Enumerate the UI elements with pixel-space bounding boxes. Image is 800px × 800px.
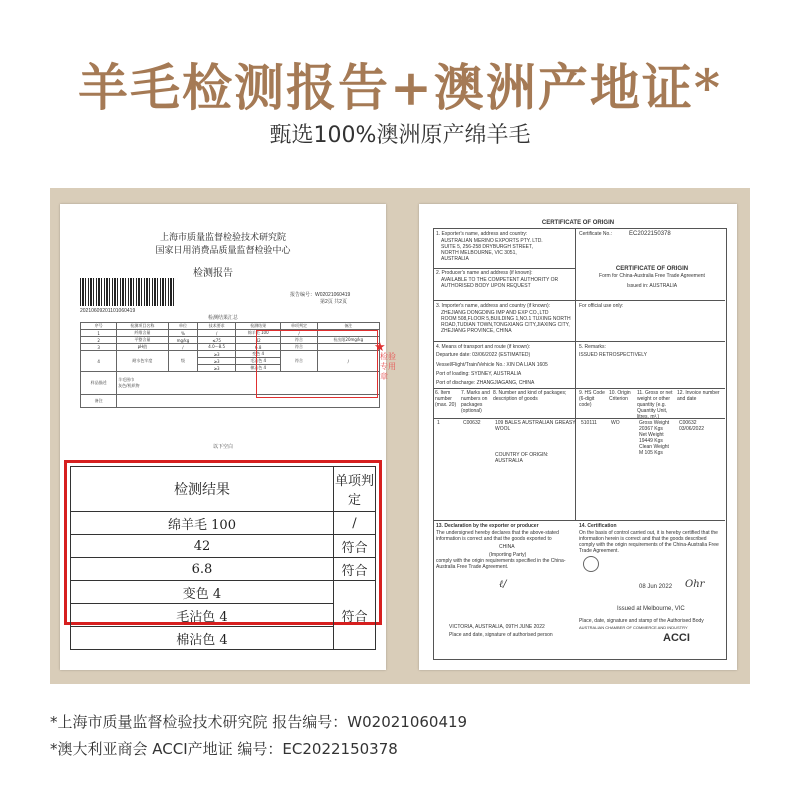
- table-header: 检测项目名称: [117, 323, 168, 330]
- table-cell: 毛沾色 4: [71, 604, 334, 627]
- barcode: [80, 278, 175, 306]
- barcode-number: 20210609201101060419: [80, 308, 136, 314]
- institute-name: 上海市质量监督检验技术研究院: [159, 233, 286, 243]
- center-name: 国家日用消费品质量监督检验中心: [155, 246, 291, 256]
- table-cell: 6.8: [71, 558, 334, 581]
- table-cell: %: [168, 330, 198, 337]
- weight: Gross Weight 20367 Kgs Net Weight 19449 Kgs Clean Weight M 105 Kgs: [639, 420, 670, 456]
- table-cell: /: [334, 512, 376, 535]
- table-cell: ≥3: [198, 358, 236, 365]
- table-cell: pH值: [117, 344, 168, 351]
- table-cell: 变色 4: [71, 581, 334, 604]
- table-cell: 1: [81, 330, 117, 337]
- result-table: [70, 466, 376, 650]
- col-origin: 10. Origin Criterion: [609, 390, 631, 402]
- invoice: C00632 03/06/2022: [679, 420, 705, 432]
- table-cell: /: [281, 330, 317, 337]
- declaration-label: 13. Declaration by the exporter or producer: [436, 523, 539, 529]
- table-cell: 3: [81, 344, 117, 351]
- table-cell: 4.0～8.5: [198, 344, 236, 351]
- acci-logo: ACCI: [663, 632, 690, 644]
- seal-icon: [583, 556, 599, 572]
- result-zoom-box: [64, 460, 382, 648]
- table-header: 单项判定: [281, 323, 317, 330]
- issued-at: Issued at Melbourne, VIC: [617, 606, 685, 612]
- table-cell: 符合: [334, 581, 376, 650]
- table-cell: 毛沾色 4: [235, 358, 281, 365]
- table-cell: 级: [168, 351, 198, 372]
- highlight-box: [256, 330, 378, 398]
- table-row: [71, 604, 376, 627]
- importer-text: ZHEJIANG DONGDING IMP AND EXP CO.,LTD ROOM 508,FLOOR 5,BUILDING 1,NO.1 TUXING NORTH ROAD,TUDIAN TOWN,TONGXIANG CITY,JIAXING CITY, ZHEJIANG PROVINCE, CHINA: [441, 310, 571, 334]
- table-row: [71, 558, 376, 581]
- importer-label: 3. Importer's name, address and country (if known):: [436, 303, 551, 309]
- table-header-row: [81, 323, 380, 330]
- table-cell: 符合: [334, 558, 376, 581]
- footer-line-2: *澳大利亚商会 ACCI产地证 编号：EC2022150378: [50, 740, 398, 758]
- col-item: 6. Item number (max. 20): [435, 390, 457, 408]
- table-row: [71, 512, 376, 535]
- cert-no-label: Certificate No.:: [579, 231, 613, 237]
- end-text: 以下空白: [212, 444, 233, 450]
- summary-title: 检测结果汇总: [207, 315, 238, 321]
- marks: C00632: [463, 420, 481, 426]
- table-cell: 绵羊毛 100: [235, 330, 281, 337]
- table-cell: 样品描述: [81, 372, 117, 395]
- declaration-country: CHINA: [499, 544, 515, 550]
- table-cell: 符合: [281, 351, 317, 372]
- exporter-label: 1. Exporter's name, address and country:: [436, 231, 528, 237]
- table-cell: 备注: [81, 395, 117, 408]
- grid-line: [433, 388, 725, 389]
- cert-sub: Form for China-Australia Free Trade Agreement: [599, 273, 705, 279]
- acci-name: AUSTRALIAN CHAMBER OF COMMERCE AND INDUSTRY: [579, 625, 688, 630]
- hs-code: 510111: [581, 420, 597, 426]
- declaration-sig-label: Place and date, signature of authorised person: [449, 632, 553, 638]
- table-cell: ≤75: [198, 337, 236, 344]
- declaration-text-2: comply with the origin requirements specified in the China-Australia Free Trade Agreement.: [436, 558, 566, 570]
- declaration-place: VICTORIA, AUSTRALIA, 09TH JUNE 2022: [449, 624, 545, 630]
- cert-outer-border: [433, 228, 727, 660]
- cert-title: CERTIFICATE OF ORIGIN: [541, 220, 615, 226]
- table-cell: 耐水色牢度: [117, 351, 168, 372]
- certificate-of-origin: [419, 204, 737, 670]
- table-cell: 变色 4: [235, 351, 281, 358]
- table-row: [71, 467, 376, 512]
- col-marks: 7. Marks and numbers on packages (optional): [461, 390, 490, 414]
- table-row: [71, 581, 376, 604]
- page-number: 第2页 共2页: [320, 299, 347, 305]
- table-cell: 棉沾色 4: [235, 365, 281, 372]
- col-hs: 9. HS Code (6-digit code): [579, 390, 605, 408]
- official-use: For official use only:: [579, 303, 624, 309]
- issued-in: Issued in: AUSTRALIA: [626, 283, 678, 289]
- table-header: 技术要求: [198, 323, 236, 330]
- table-cell: 符合: [281, 344, 317, 351]
- table-header: 检测结果: [235, 323, 281, 330]
- certification-label: 14. Certification: [579, 523, 617, 529]
- transport-label: 4. Means of transport and route (if known):: [436, 344, 531, 350]
- table-header: 单位: [168, 323, 198, 330]
- certifier-signature: Ohr: [685, 579, 705, 590]
- certification-sig-label: Place, date, signature and stamp of the Authorised Body: [579, 618, 704, 624]
- producer-text: AVAILABLE TO THE COMPETENT AUTHORITY OR AUTHORISED BODY UPON REQUEST: [441, 277, 559, 289]
- grid-line: [433, 300, 725, 301]
- col-weight: 11. Gross or net weight or other quantity (e.g. Quantity Unit, litres, m³.): [637, 390, 673, 420]
- page-subtitle: 甄选100%澳洲原产绵羊毛: [269, 123, 531, 148]
- country-of-origin: COUNTRY OF ORIGIN: AUSTRALIA: [495, 452, 549, 464]
- cert-heading: CERTIFICATE OF ORIGIN: [615, 266, 689, 272]
- table-cell: /: [198, 330, 236, 337]
- grid-line: [433, 520, 725, 521]
- result-header: 检测结果: [71, 467, 334, 512]
- page-title: 羊毛检测报告+澳洲产地证*: [77, 58, 723, 117]
- table-cell: 平整含量: [117, 337, 168, 344]
- table-cell: ≥3: [198, 365, 236, 372]
- table-cell: 绵羊毛 100: [71, 512, 334, 535]
- judge-header: 单项判定: [334, 467, 376, 512]
- table-cell: 羊毛围巾 灰色/机织物: [117, 372, 380, 395]
- remarks: ISSUED RETROSPECTIVELY: [579, 352, 647, 358]
- table-cell: 棉沾色 4: [71, 627, 334, 650]
- report-number: 报告编号：W02021060419: [290, 292, 351, 298]
- table-row: [71, 627, 376, 650]
- discharge-port: Port of discharge: ZHANGJIAGANG, CHINA: [436, 380, 535, 386]
- grid-line: [433, 268, 576, 269]
- producer-label: 2. Producer's name and address (if known):: [436, 270, 533, 276]
- table-cell: 符合: [281, 337, 317, 344]
- grid-line: [575, 228, 576, 520]
- vessel: Vessel/Flight/Train/Vehicle No.: XIN DA LIAN 1605: [436, 362, 548, 368]
- goods-description: 109 BALES AUSTRALIAN GREASY WOOL: [495, 420, 576, 432]
- col-invoice: 12. Invoice number and date: [677, 390, 720, 402]
- table-header: 序号: [81, 323, 117, 330]
- table-cell: /: [317, 351, 379, 372]
- report-title: 检测报告: [193, 268, 233, 279]
- table-cell: 6.8: [235, 344, 281, 351]
- table-cell: ≥3: [198, 351, 236, 358]
- loading-port: Port of loading: SYDNEY, AUSTRALIA: [436, 371, 522, 377]
- remarks-label: 5. Remarks:: [579, 344, 606, 350]
- table-cell: 检出限20mg/kg: [317, 337, 379, 344]
- col-goods: 8. Number and kind of packages; description of goods: [493, 390, 567, 402]
- table-cell: 42: [71, 535, 334, 558]
- exporter-signature: ℓ/: [499, 579, 507, 590]
- certification-text: On the basis of control carried out, it is hereby certified that the information herein is correct and that the goods described comply with the origin requirements of the China-Australia Free Trade Agreement.: [579, 530, 719, 554]
- declaration-text: The undersigned hereby declares that the above-stated information is correct and that the goods exported to: [436, 530, 559, 542]
- table-cell: mg/kg: [168, 337, 198, 344]
- item-number: 1: [437, 420, 440, 426]
- table-cell: 纤维含量: [117, 330, 168, 337]
- table-cell: 4: [81, 351, 117, 372]
- origin-criterion: WO: [611, 420, 620, 426]
- grid-line: [433, 341, 725, 342]
- departure: Departure date: 03/06/2022 (ESTIMATED): [436, 352, 531, 358]
- stamp-text: 检验专用章: [380, 352, 396, 381]
- table-cell: 2: [81, 337, 117, 344]
- table-row: [71, 535, 376, 558]
- table-header: 备注: [317, 323, 379, 330]
- importing-party: (Importing Party): [489, 552, 527, 558]
- table-cell: /: [168, 344, 198, 351]
- exporter-text: AUSTRALIAN MERINO EXPORTS PTY. LTD. SUITE 5, 256-258 DRYBURGH STREET, NORTH MELBOURNE, VIC 3051, AUSTRALIA: [441, 238, 543, 262]
- stamp-date: 08 Jun 2022: [639, 584, 673, 590]
- grid-line: [433, 418, 725, 419]
- stamp-star-icon: ★: [374, 340, 386, 355]
- table-cell: 42: [235, 337, 281, 344]
- footer-line-1: *上海市质量监督检验技术研究院 报告编号：W02021060419: [50, 713, 468, 731]
- table-cell: 符合: [334, 535, 376, 558]
- cert-no: EC2022150378: [629, 231, 671, 237]
